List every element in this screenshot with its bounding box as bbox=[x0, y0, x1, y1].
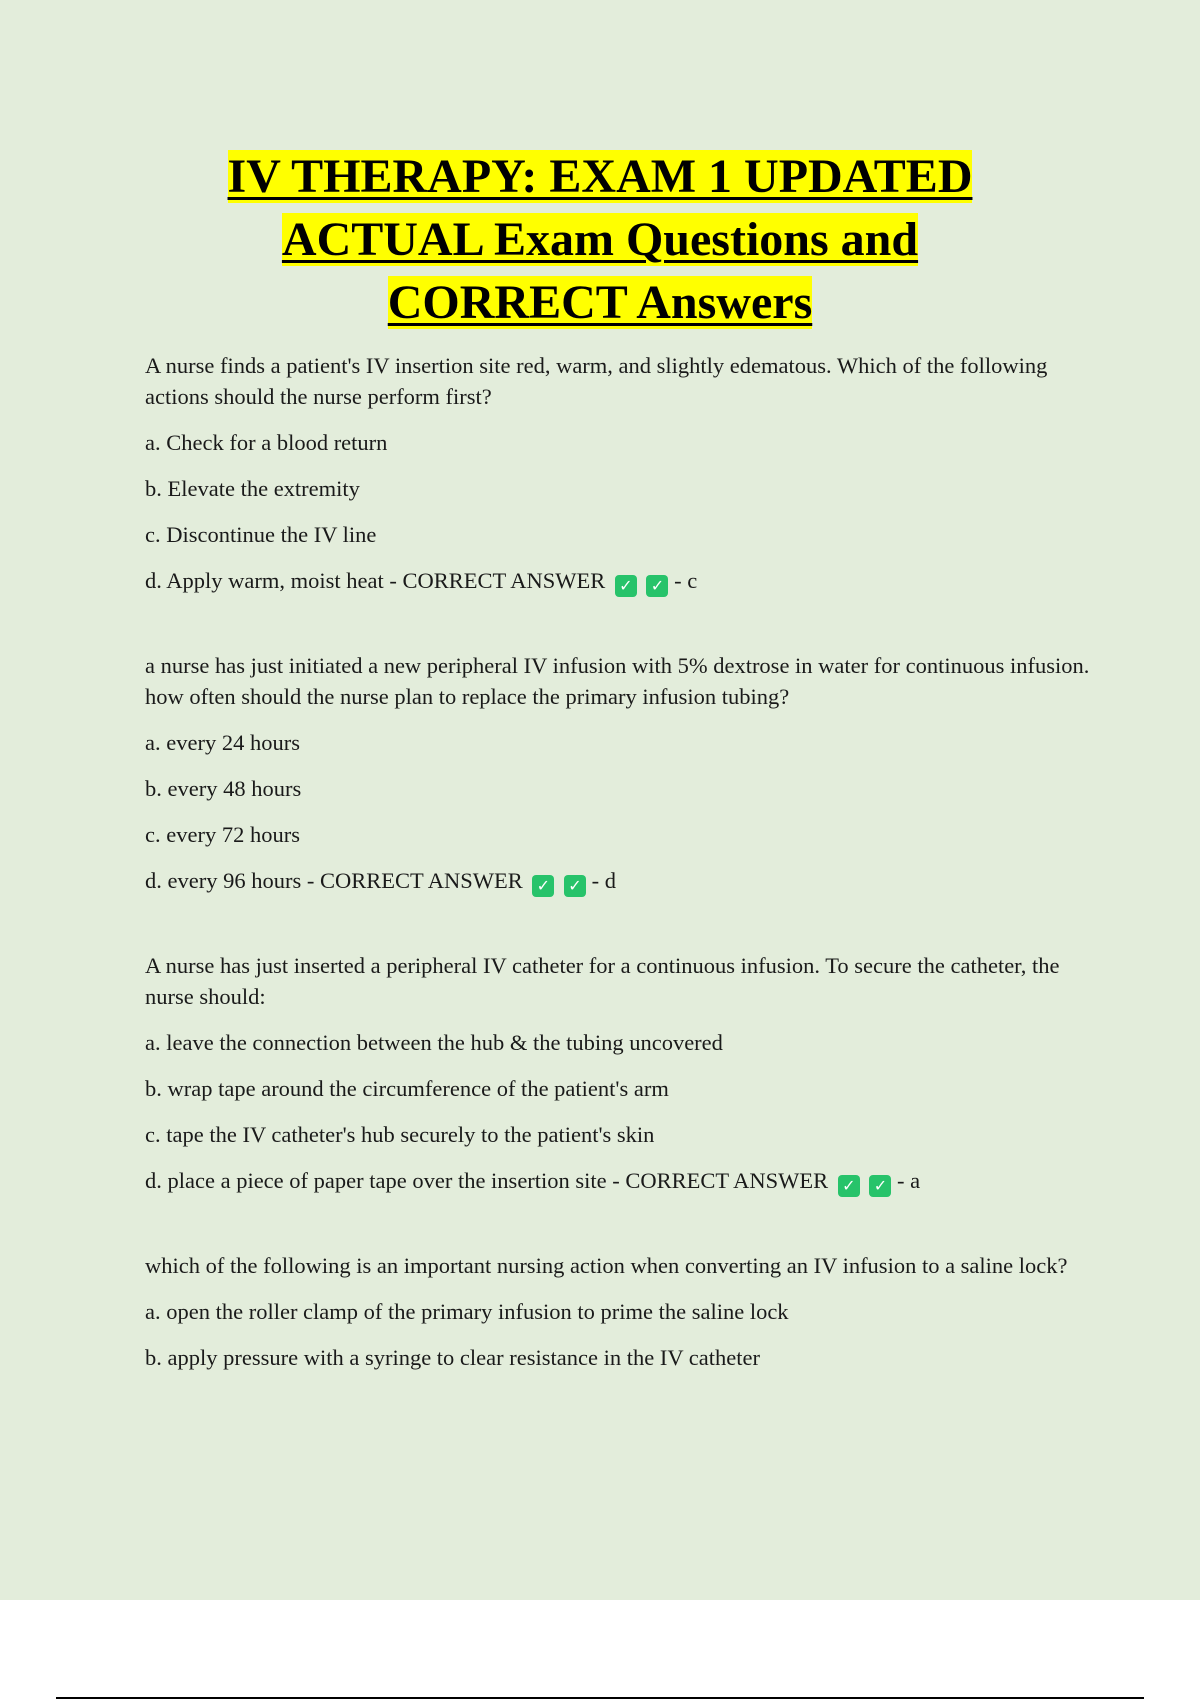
question-block bbox=[145, 350, 1090, 597]
check-mark-icon: ✓ bbox=[564, 875, 586, 897]
answer-option: d. Apply warm, moist heat - CORRECT ANSWER bbox=[145, 568, 606, 593]
answer-option: a. Check for a blood return bbox=[145, 430, 388, 455]
answer-option: a. open the roller clamp of the primary infusion to prime the saline lock bbox=[145, 1299, 789, 1324]
title-line-3: CORRECT Answers bbox=[387, 276, 813, 329]
answer-option: b. wrap tape around the circumference of the patient's arm bbox=[145, 1076, 669, 1101]
correct-answer-line bbox=[145, 865, 1090, 897]
check-mark-icon: ✓ bbox=[646, 575, 668, 597]
question-block bbox=[145, 1250, 1090, 1373]
answer-option: c. tape the IV catheter's hub securely to the patient's skin bbox=[145, 1122, 655, 1147]
document-title bbox=[0, 145, 1200, 334]
check-mark-icon: ✓ bbox=[615, 575, 637, 597]
question-text: A nurse has just inserted a peripheral IV catheter for a continuous infusion. To secure the catheter, the nurse should: bbox=[145, 953, 1060, 1009]
correct-answer-line bbox=[145, 1165, 1090, 1197]
answer-option: b. apply pressure with a syringe to clear resistance in the IV catheter bbox=[145, 1345, 760, 1370]
question-text: A nurse finds a patient's IV insertion site red, warm, and slightly edematous. Which of the following actions should the nurse perform first? bbox=[145, 353, 1048, 409]
question-text: which of the following is an important nursing action when converting an IV infusion to a saline lock? bbox=[145, 1253, 1068, 1278]
answer-option: d. place a piece of paper tape over the insertion site - CORRECT ANSWER bbox=[145, 1168, 829, 1193]
title-line-1: IV THERAPY: EXAM 1 UPDATED bbox=[227, 150, 973, 203]
answer-key: - c bbox=[674, 568, 698, 593]
question-block bbox=[145, 650, 1090, 897]
answer-option: c. every 72 hours bbox=[145, 822, 300, 847]
answer-option: c. Discontinue the IV line bbox=[145, 522, 377, 547]
correct-answer-line bbox=[145, 565, 1090, 597]
check-mark-icon: ✓ bbox=[838, 1175, 860, 1197]
answer-option: a. every 24 hours bbox=[145, 730, 300, 755]
check-mark-icon: ✓ bbox=[869, 1175, 891, 1197]
footer-divider bbox=[56, 1697, 1144, 1699]
answer-key: - d bbox=[591, 868, 616, 893]
answer-key: - a bbox=[897, 1168, 921, 1193]
answer-option: b. Elevate the extremity bbox=[145, 476, 360, 501]
check-mark-icon: ✓ bbox=[532, 875, 554, 897]
answer-option: d. every 96 hours - CORRECT ANSWER bbox=[145, 868, 523, 893]
title-line-2: ACTUAL Exam Questions and bbox=[281, 213, 919, 266]
question-list bbox=[145, 350, 1090, 1426]
answer-option: a. leave the connection between the hub & the tubing uncovered bbox=[145, 1030, 723, 1055]
answer-option: b. every 48 hours bbox=[145, 776, 302, 801]
question-block bbox=[145, 950, 1090, 1197]
question-text: a nurse has just initiated a new peripheral IV infusion with 5% dextrose in water for continuous infusion. how often should the nurse plan to replace the primary infusion tubing? bbox=[145, 653, 1090, 709]
